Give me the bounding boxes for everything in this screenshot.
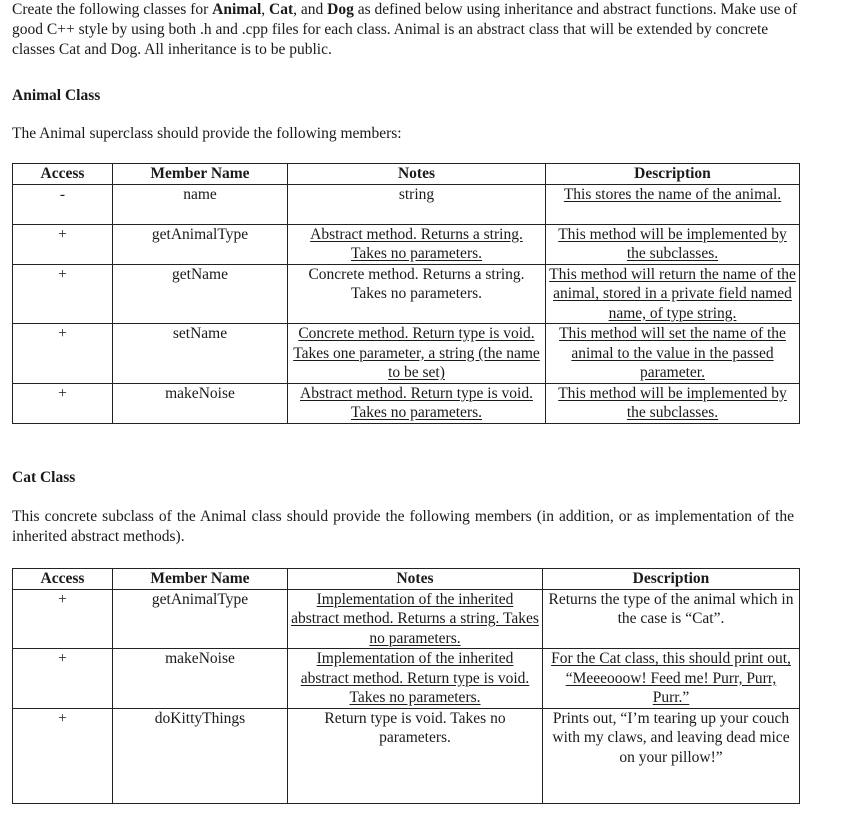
notes-cell: Implementation of the inherited abstract method. Returns a string. Takes no parameters. — [288, 589, 543, 649]
animal-class-heading: Animal Class — [12, 87, 101, 104]
description-cell: This method will set the name of the animal to the value in the passed parameter. — [546, 324, 800, 384]
notes-cell: Concrete method. Return type is void. Takes one parameter, a string (the name to be set) — [288, 324, 546, 384]
intro-paragraph — [12, 0, 812, 60]
description-cell: This method will be implemented by the subclasses. — [546, 224, 800, 264]
access-cell: + — [13, 264, 113, 324]
member-name-cell: getAnimalType — [113, 589, 288, 649]
animal-members-table — [12, 163, 800, 424]
table-row — [13, 649, 800, 709]
description-cell: This method will be implemented by the subclasses. — [546, 383, 800, 423]
table-row — [13, 589, 800, 649]
table-row — [13, 264, 800, 324]
description-cell: Prints out, “I’m tearing up your couch with my claws, and leaving dead mice on your pillow!” — [543, 708, 800, 803]
member-name-cell: doKittyThings — [113, 708, 288, 803]
intro-text: , and — [293, 1, 328, 18]
access-cell: + — [13, 324, 113, 384]
notes-header: Notes — [288, 164, 546, 185]
description-cell: Returns the type of the animal which in the case is “Cat”. — [543, 589, 800, 649]
member-name-cell: makeNoise — [113, 383, 288, 423]
notes-cell: Abstract method. Returns a string. Takes no parameters. — [288, 224, 546, 264]
table-row — [13, 324, 800, 384]
table-header-row — [13, 569, 800, 590]
notes-cell: string — [288, 184, 546, 224]
description-cell: This stores the name of the animal. — [546, 184, 800, 224]
table-row — [13, 383, 800, 423]
table-header-row — [13, 164, 800, 185]
member-name-cell: makeNoise — [113, 649, 288, 709]
table-row — [13, 184, 800, 224]
member-name-cell: getAnimalType — [113, 224, 288, 264]
access-header: Access — [13, 164, 113, 185]
notes-header: Notes — [288, 569, 543, 590]
access-cell: + — [13, 708, 113, 803]
cat-members-table — [12, 568, 800, 804]
intro-bold-cat: Cat — [269, 1, 294, 18]
description-header: Description — [543, 569, 800, 590]
description-cell: For the Cat class, this should print out, “Meeeooow! Feed me! Purr, Purr, Purr.” — [543, 649, 800, 709]
notes-cell: Implementation of the inherited abstract method. Return type is void. Takes no parameters. — [288, 649, 543, 709]
member-name-header: Member Name — [113, 569, 288, 590]
access-cell: + — [13, 224, 113, 264]
access-header: Access — [13, 569, 113, 590]
description-cell: This method will return the name of the animal, stored in a private field named name, of type string. — [546, 264, 800, 324]
member-name-cell: getName — [113, 264, 288, 324]
notes-cell: Abstract method. Return type is void. Takes no parameters. — [288, 383, 546, 423]
animal-class-subtitle: The Animal superclass should provide the following members: — [12, 125, 402, 142]
description-header: Description — [546, 164, 800, 185]
table-row — [13, 224, 800, 264]
cat-class-heading: Cat Class — [12, 469, 76, 486]
intro-bold-animal: Animal — [212, 1, 262, 18]
member-name-header: Member Name — [113, 164, 288, 185]
member-name-cell: name — [113, 184, 288, 224]
intro-text: Create the following classes for — [12, 1, 213, 18]
table-row — [13, 708, 800, 803]
intro-text: , — [261, 1, 269, 18]
access-cell: + — [13, 649, 113, 709]
access-cell: + — [13, 383, 113, 423]
intro-bold-dog: Dog — [327, 1, 354, 18]
cat-class-subtitle: This concrete subclass of the Animal class should provide the following members (in addition, or as implementation of the inherited abstract methods). — [12, 508, 794, 545]
intro-text: as defined below using inheritance and abstract functions. Make use of good C++ style by using both .h and .cpp files for each class. Animal is an abstract class that will be extended by concrete classes Cat and Dog. All inheritance is to be public. — [12, 1, 798, 58]
member-name-cell: setName — [113, 324, 288, 384]
access-cell: + — [13, 589, 113, 649]
notes-cell: Return type is void. Takes no parameters. — [288, 708, 543, 803]
access-cell: - — [13, 184, 113, 224]
notes-cell: Concrete method. Returns a string. Takes no parameters. — [288, 264, 546, 324]
